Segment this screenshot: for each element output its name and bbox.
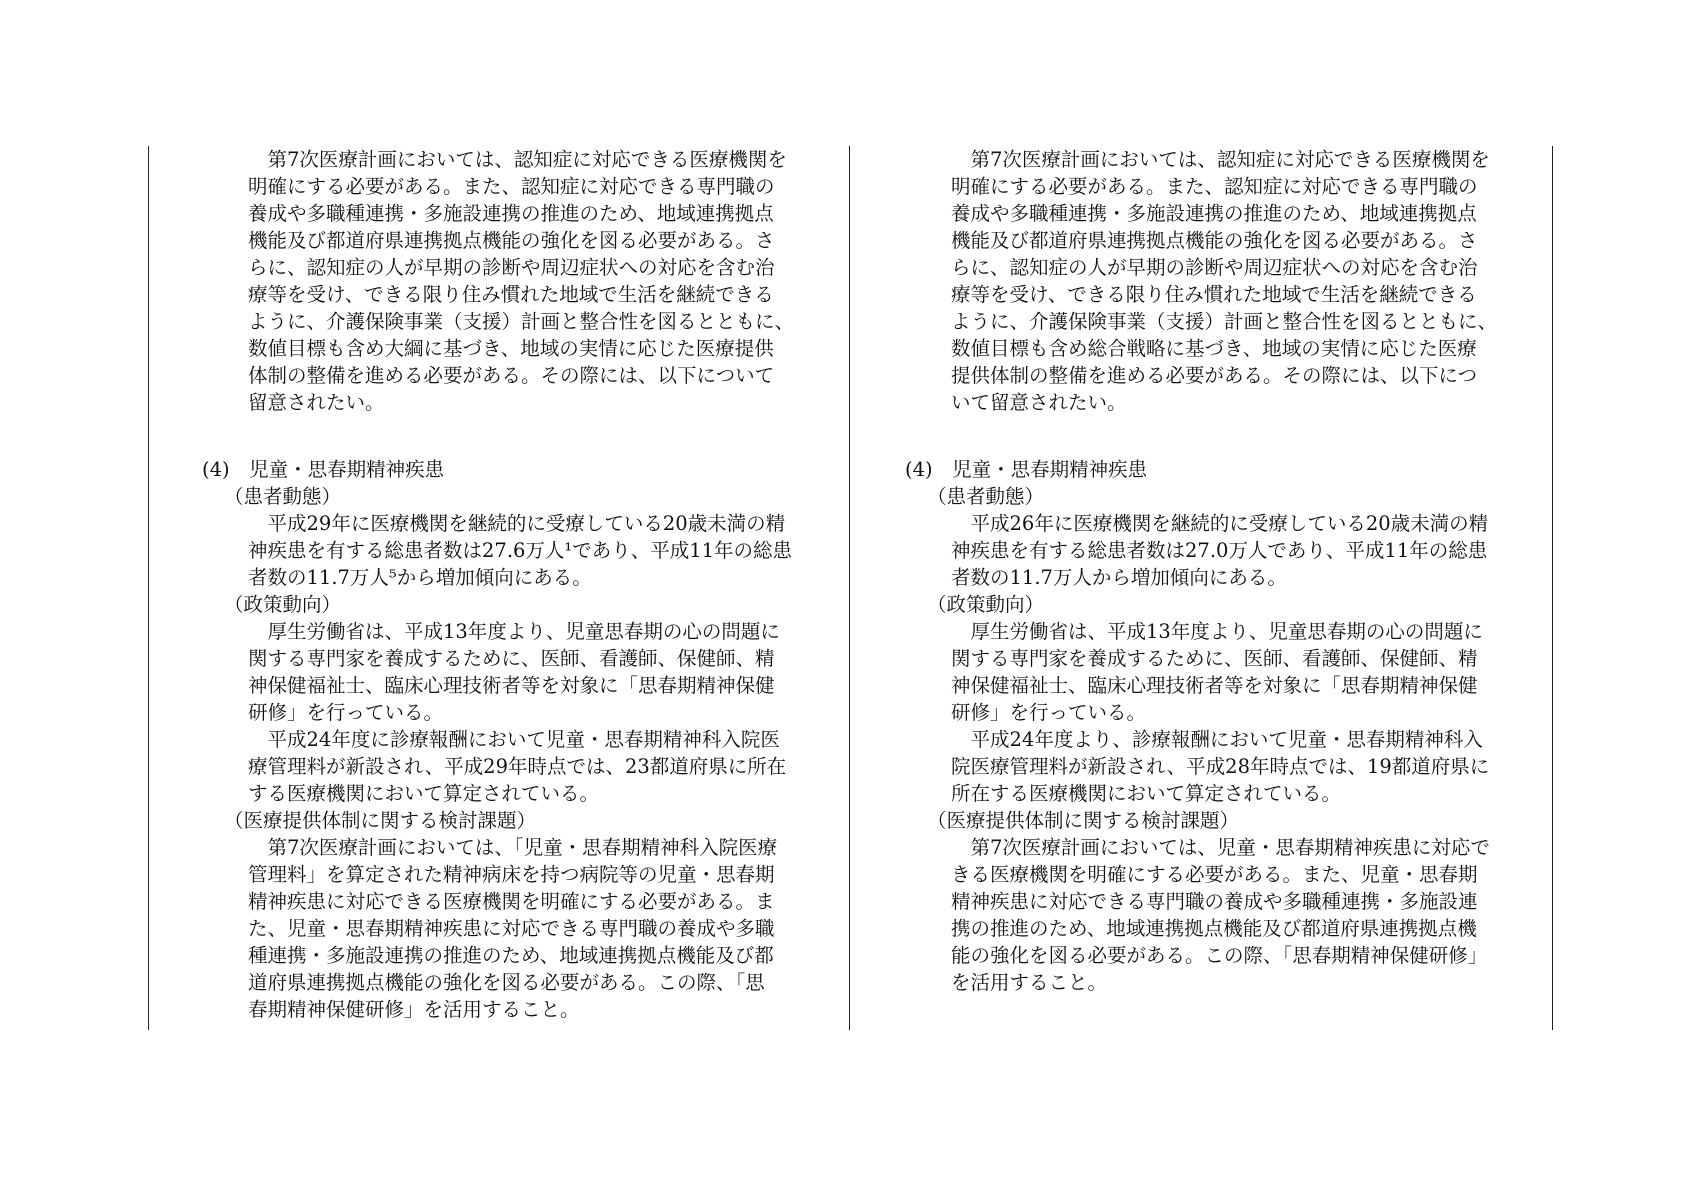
text-line: 能の強化を図る必要がある。この際、「思春期精神保健研修」 [951, 944, 1488, 967]
text-line: 第7次医療計画においては、「児童・思春期精神科入院医療 [248, 836, 778, 859]
text-line: 者数の11.7万人から増加傾向にある。 [951, 566, 1287, 589]
text-line: らに、認知症の人が早期の診断や周辺症状への対応を含む治 [951, 256, 1478, 279]
subheading-policy-trends: （政策動向） [224, 593, 342, 616]
subheading-policy-trends: （政策動向） [927, 593, 1045, 616]
text-line: 療等を受け、できる限り住み慣れた地域で生活を継続できる [248, 283, 774, 306]
center-divider [849, 146, 850, 1030]
text-line: 研修」を行っている。 [248, 701, 444, 724]
text-line: 平成24年度より、診療報酬において児童・思春期精神科入 [951, 728, 1483, 751]
left-column-border [148, 146, 149, 1030]
subheading-issues: （医療提供体制に関する検討課題） [224, 809, 537, 832]
intro-paragraph [951, 146, 1498, 416]
spacer [905, 416, 1495, 443]
text-line: 第7次医療計画においては、認知症に対応できる医療機関を [248, 148, 787, 171]
text-line: 研修」を行っている。 [951, 701, 1147, 724]
text-line: きる医療機関を明確にする必要がある。また、児童・思春期 [951, 863, 1478, 886]
text-line: 数値目標も含め総合戦略に基づき、地域の実情に応じた医療 [951, 337, 1477, 360]
text-line: を活用すること。 [951, 971, 1108, 994]
subheading-issues: （医療提供体制に関する検討課題） [927, 809, 1240, 832]
text-line: 数値目標も含め大綱に基づき、地域の実情に応じた医療提供 [248, 337, 774, 360]
text-line: 第7次医療計画においては、児童・思春期精神疾患に対応で [951, 836, 1490, 859]
text-line: 神保健福祉士、臨床心理技術者等を対象に「思春期精神保健 [248, 674, 775, 697]
policy-trends-paragraph [248, 618, 792, 807]
right-column-border [1552, 146, 1553, 1030]
text-line: 神保健福祉士、臨床心理技術者等を対象に「思春期精神保健 [951, 674, 1478, 697]
text-line: 平成26年に医療機関を継続的に受療している20歳未満の精 [951, 512, 1489, 535]
spacer [905, 443, 1495, 456]
right-column [905, 146, 1498, 996]
issues-paragraph [248, 834, 792, 1023]
text-line: 精神疾患に対応できる専門職の養成や多職種連携・多施設連 [951, 890, 1478, 913]
text-line: 管理料」を算定された精神病床を持つ病院等の児童・思春期 [248, 863, 775, 886]
left-column [202, 146, 795, 1023]
text-line: 神疾患を有する総患者数は27.0万人であり、平成11年の総患 [951, 539, 1488, 562]
subheading-patient-trends: （患者動態） [927, 485, 1045, 508]
text-line: 関する専門家を養成するために、医師、看護師、保健師、精 [951, 647, 1478, 670]
text-line: 道府県連携拠点機能の強化を図る必要がある。この際、「思 [248, 971, 765, 994]
intro-paragraph [248, 146, 795, 416]
text-line: する医療機関において算定されている。 [248, 782, 600, 805]
text-line: 関する専門家を養成するために、医師、看護師、保健師、精 [248, 647, 775, 670]
text-line: 療管理料が新設され、平成29年時点では、23都道府県に所在 [248, 755, 787, 778]
text-line: 療等を受け、できる限り住み慣れた地域で生活を継続できる [951, 283, 1477, 306]
text-line: 春期精神保健研修」を活用すること。 [248, 998, 580, 1021]
text-line: ように、介護保険事業（支援）計画と整合性を図るとともに、 [951, 310, 1498, 333]
text-line: 厚生労働省は、平成13年度より、児童思春期の心の問題に [248, 620, 780, 643]
subheading-patient-trends: （患者動態） [224, 485, 342, 508]
text-line: 所在する医療機関において算定されている。 [951, 782, 1342, 805]
policy-trends-paragraph [951, 618, 1495, 807]
text-line: 提供体制の整備を進める必要がある。その際には、以下につ [951, 364, 1478, 387]
text-line: 明確にする必要がある。また、認知症に対応できる専門職の [248, 175, 775, 198]
text-line: いて留意されたい。 [951, 391, 1127, 414]
text-line: 機能及び都道府県連携拠点機能の強化を図る必要がある。さ [248, 229, 775, 252]
text-line: 機能及び都道府県連携拠点機能の強化を図る必要がある。さ [951, 229, 1478, 252]
text-line: 平成24年度に診療報酬において児童・思春期精神科入院医 [248, 728, 780, 751]
text-line: 養成や多職種連携・多施設連携の推進のため、地域連携拠点 [248, 202, 774, 225]
section-heading: (4) 児童・思春期精神疾患 [905, 458, 1148, 481]
spacer [202, 443, 792, 456]
text-line: 者数の11.7万人⁵から増加傾向にある。 [248, 566, 592, 589]
spacer [202, 416, 792, 443]
text-line: 平成29年に医療機関を継続的に受療している20歳未満の精 [248, 512, 786, 535]
patient-trends-paragraph [248, 510, 792, 591]
text-line: 携の推進のため、地域連携拠点機能及び都道府県連携拠点機 [951, 917, 1477, 940]
text-line: 厚生労働省は、平成13年度より、児童思春期の心の問題に [951, 620, 1483, 643]
text-line: 神疾患を有する総患者数は27.6万人¹であり、平成11年の総患 [248, 539, 793, 562]
text-line: 留意されたい。 [248, 391, 385, 414]
text-line: 種連携・多施設連携の推進のため、地域連携拠点機能及び都 [248, 944, 774, 967]
text-line: た、児童・思春期精神疾患に対応できる専門職の養成や多職 [248, 917, 775, 940]
section-heading: (4) 児童・思春期精神疾患 [202, 458, 445, 481]
text-line: 体制の整備を進める必要がある。その際には、以下について [248, 364, 775, 387]
patient-trends-paragraph [951, 510, 1495, 591]
text-line: 精神疾患に対応できる医療機関を明確にする必要がある。ま [248, 890, 775, 913]
text-line: 院医療管理料が新設され、平成28年時点では、19都道府県に [951, 755, 1490, 778]
text-line: ように、介護保険事業（支援）計画と整合性を図るとともに、 [248, 310, 795, 333]
text-line: 第7次医療計画においては、認知症に対応できる医療機関を [951, 148, 1490, 171]
text-line: 明確にする必要がある。また、認知症に対応できる専門職の [951, 175, 1478, 198]
text-line: 養成や多職種連携・多施設連携の推進のため、地域連携拠点 [951, 202, 1477, 225]
text-line: らに、認知症の人が早期の診断や周辺症状への対応を含む治 [248, 256, 775, 279]
issues-paragraph [951, 834, 1495, 996]
